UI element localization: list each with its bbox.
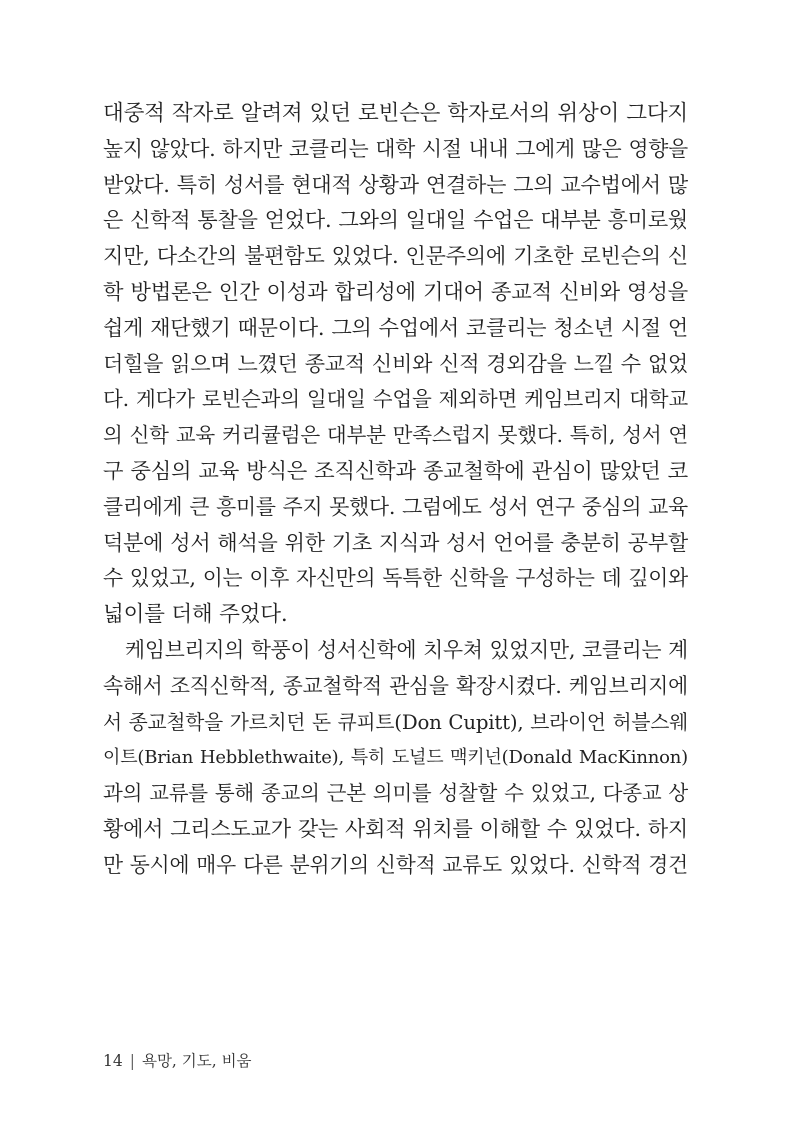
page-footer xyxy=(103,1049,252,1071)
text-line: 구 중심의 교육 방식은 조직신학과 종교철학에 관심이 많았던 코 xyxy=(103,458,688,484)
text-line: 더힐을 읽으며 느꼈던 종교적 신비와 신적 경외감을 느낄 수 없었 xyxy=(103,351,688,376)
text-line: 이트(Brian Hebblethwaite), 특히 도널드 맥키넌(Donald MacKinnon) xyxy=(103,747,688,769)
text-line: 은 신학적 통찰을 얻었다. 그와의 일대일 수업은 대부분 흥미로웠 xyxy=(103,208,688,233)
text-line: 받았다. 특히 성서를 현대적 상황과 연결하는 그의 교수법에서 많 xyxy=(103,172,688,197)
text-line: 속해서 조직신학적, 종교철학적 관심을 확장시켰다. 케임브리지에 xyxy=(103,673,688,698)
text-line: 학 방법론은 인간 이성과 합리성에 기대어 종교적 신비와 영성을 xyxy=(103,279,688,305)
text-line: 높지 않았다. 하지만 코클리는 대학 시절 내내 그에게 많은 영향을 xyxy=(103,136,688,161)
text-line: 넓이를 더해 주었다. xyxy=(103,602,288,628)
text-line: 덕분에 성서 해석을 위한 기초 지식과 성서 언어를 충분히 공부할 xyxy=(103,530,688,555)
paragraph-1 xyxy=(103,96,688,633)
footer-separator: | xyxy=(129,1052,135,1070)
text-line: 대중적 작자로 알려져 있던 로빈슨은 학자로서의 위상이 그다지 xyxy=(103,101,688,126)
text-line: 다. 게다가 로빈슨과의 일대일 수업을 제외하면 케임브리지 대학교 xyxy=(103,387,688,412)
book-title: 욕망, 기도, 비움 xyxy=(141,1052,252,1070)
text-line: 의 신학 교육 커리큘럼은 대부분 만족스럽지 못했다. 특히, 성서 연 xyxy=(103,423,688,448)
text-line: 지만, 다소간의 불편함도 있었다. 인문주의에 기초한 로빈슨의 신 xyxy=(103,244,688,269)
text-line: 수 있었고, 이는 이후 자신만의 독특한 신학을 구성하는 데 깊이와 xyxy=(103,566,688,591)
text-line: 서 종교철학을 가르치던 돈 큐피트(Don Cupitt), 브라이언 허블스웨 xyxy=(103,710,688,734)
page-body xyxy=(103,96,688,884)
text-line: 만 동시에 매우 다른 분위기의 신학적 교류도 있었다. 신학적 경건 xyxy=(103,852,688,877)
text-line: 과의 교류를 통해 종교의 근본 의미를 성찰할 수 있었고, 다종교 상 xyxy=(103,781,688,806)
text-line: 쉽게 재단했기 때문이다. 그의 수업에서 코클리는 청소년 시절 언 xyxy=(103,315,688,340)
text-line: 황에서 그리스도교가 갖는 사회적 위치를 이해할 수 있었다. 하지 xyxy=(103,816,688,841)
text-line: 케임브리지의 학풍이 성서신학에 치우쳐 있었지만, 코클리는 계 xyxy=(125,637,688,662)
page-number: 14 xyxy=(103,1052,123,1070)
paragraph-2 xyxy=(103,633,688,884)
text-line: 클리에게 큰 흥미를 주지 못했다. 그럼에도 성서 연구 중심의 교육 xyxy=(103,494,688,519)
